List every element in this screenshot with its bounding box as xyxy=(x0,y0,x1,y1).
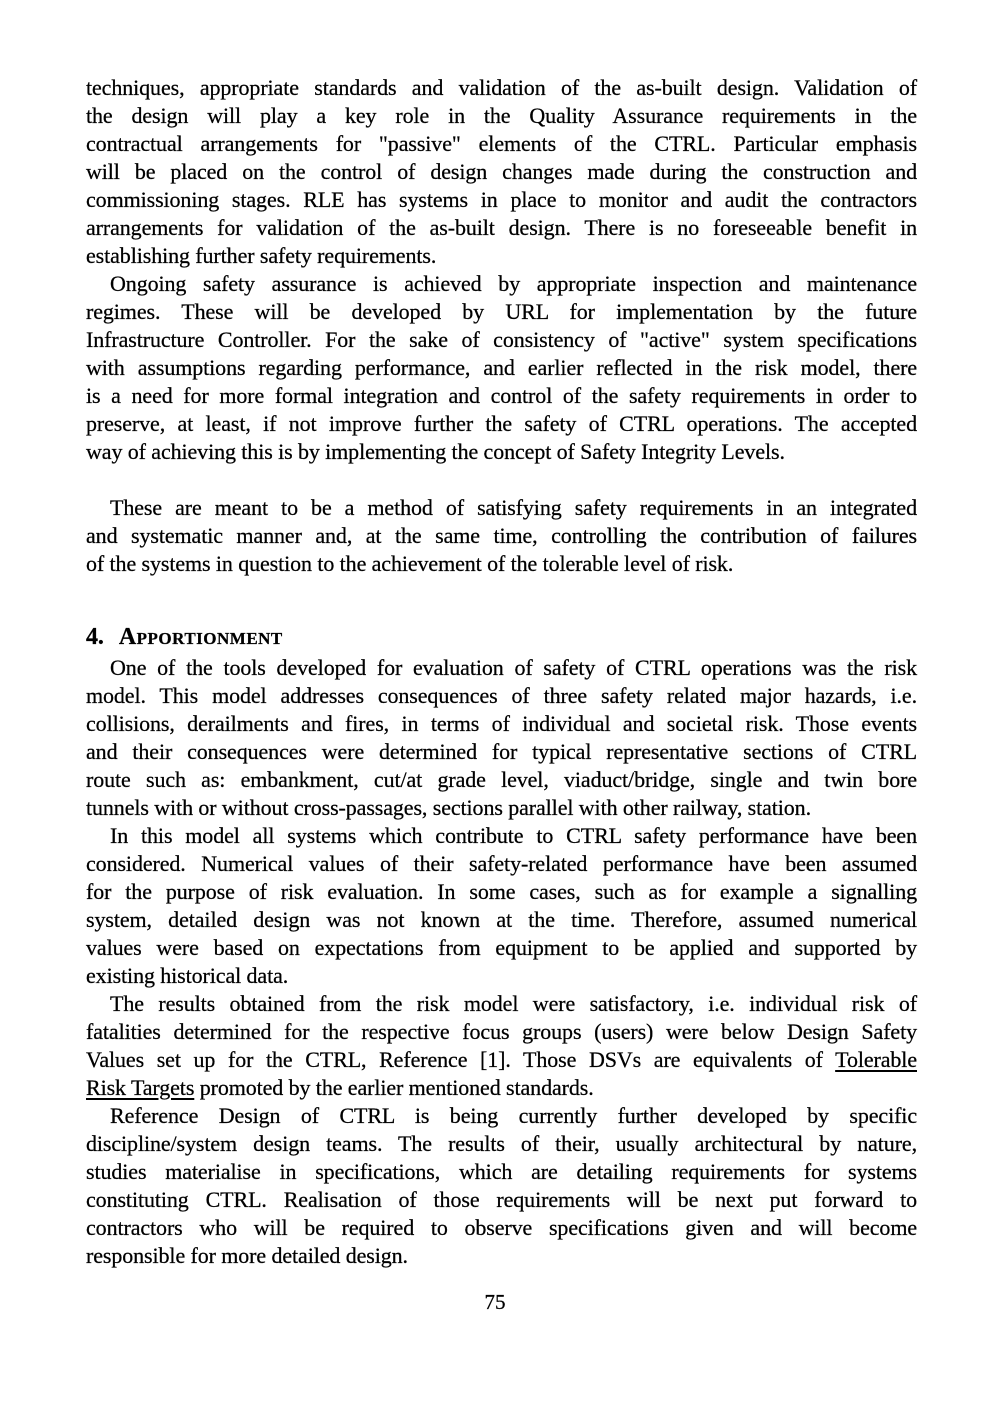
text-segment: and systematic manner and, at the same time, controlling the contribution of failures xyxy=(86,523,917,548)
text-segment: techniques, appropriate standards and validation of the as-built design. Validation of xyxy=(86,75,917,100)
text-segment: and their consequences were determined for typical representative sections of CTRL xyxy=(86,739,917,764)
text-line xyxy=(86,494,917,522)
text-line xyxy=(86,326,917,354)
text-line xyxy=(86,522,917,550)
text-segment: of the systems in question to the achievement of the tolerable level of risk. xyxy=(86,551,734,576)
text-segment: is a need for more formal integration and control of the safety requirements in order to xyxy=(86,383,917,408)
text-segment: contractors who will be required to observe specifications given and will become xyxy=(86,1215,917,1240)
text-line xyxy=(86,298,917,326)
text-line xyxy=(86,382,917,410)
paragraph xyxy=(86,270,917,466)
section-heading xyxy=(86,622,917,652)
text-line xyxy=(86,1214,917,1242)
text-line xyxy=(86,906,917,934)
text-line xyxy=(86,550,917,578)
text-segment: One of the tools developed for evaluation of safety of CTRL operations was the risk xyxy=(110,655,917,680)
text-line xyxy=(86,766,917,794)
text-line xyxy=(86,878,917,906)
text-column xyxy=(86,74,917,1270)
text-line xyxy=(86,962,917,990)
text-segment: the design will play a key role in the Quality Assurance requirements in the xyxy=(86,103,917,128)
page-number: 75 xyxy=(484,1290,506,1314)
text-segment: values were based on expectations from equipment to be applied and supported by xyxy=(86,935,917,960)
text-line xyxy=(86,822,917,850)
text-segment: existing historical data. xyxy=(86,963,289,988)
text-segment: preserve, at least, if not improve further the safety of CTRL operations. The accepted xyxy=(86,411,917,436)
text-segment: Infrastructure Controller. For the sake of consistency of "active" system specifications xyxy=(86,327,917,352)
text-line xyxy=(86,850,917,878)
text-segment: system, detailed design was not known at the time. Therefore, assumed numerical xyxy=(86,907,917,932)
text-line xyxy=(86,130,917,158)
section-number: 4. xyxy=(86,624,104,650)
paragraph xyxy=(86,654,917,822)
text-segment: route such as: embankment, cut/at grade level, viaduct/bridge, single and twin bore xyxy=(86,767,917,792)
text-line xyxy=(86,74,917,102)
text-segment: Reference Design of CTRL is being currently further developed by specific xyxy=(110,1103,917,1128)
text-segment: Ongoing safety assurance is achieved by appropriate inspection and maintenance xyxy=(110,271,917,296)
text-line xyxy=(86,710,917,738)
text-line xyxy=(86,654,917,682)
section-title: Apportionment xyxy=(118,624,283,650)
text-segment: commissioning stages. RLE has systems in place to monitor and audit the contractors xyxy=(86,187,917,212)
text-segment: considered. Numerical values of their safety-related performance have been assumed xyxy=(86,851,917,876)
text-line xyxy=(86,1102,917,1130)
text-line xyxy=(86,1074,917,1102)
text-line xyxy=(86,158,917,186)
text-segment: regimes. These will be developed by URL for implementation by the future xyxy=(86,299,917,324)
text-segment: These are meant to be a method of satisfying safety requirements in an integrated xyxy=(110,495,917,520)
text-line xyxy=(86,794,917,822)
text-line xyxy=(86,242,917,270)
text-line xyxy=(86,438,917,466)
text-line xyxy=(86,990,917,1018)
text-line xyxy=(86,934,917,962)
text-line xyxy=(86,1130,917,1158)
text-line xyxy=(86,1186,917,1214)
text-segment: responsible for more detailed design. xyxy=(86,1243,408,1268)
text-segment: arrangements for validation of the as-built design. There is no foreseeable benefit in xyxy=(86,215,917,240)
text-segment: contractual arrangements for "passive" elements of the CTRL. Particular emphasis xyxy=(86,131,917,156)
text-line xyxy=(86,186,917,214)
text-segment: The results obtained from the risk model were satisfactory, i.e. individual risk of xyxy=(110,991,917,1016)
text-segment: tunnels with or without cross-passages, sections parallel with other railway, station. xyxy=(86,795,811,820)
text-segment: will be placed on the control of design changes made during the construction and xyxy=(86,159,917,184)
text-line xyxy=(86,682,917,710)
paragraph xyxy=(86,990,917,1102)
text-segment: model. This model addresses consequences of three safety related major hazards, i.e. xyxy=(86,683,917,708)
text-line xyxy=(86,354,917,382)
text-line xyxy=(86,410,917,438)
text-line xyxy=(86,270,917,298)
text-segment: Values set up for the CTRL, Reference [1]. Those DSVs are equivalents of xyxy=(86,1047,836,1072)
paragraph xyxy=(86,822,917,990)
text-line xyxy=(86,1046,917,1074)
text-segment: discipline/system design teams. The results of their, usually architectural by nature, xyxy=(86,1131,917,1156)
text-segment: for the purpose of risk evaluation. In some cases, such as for example a signalling xyxy=(86,879,917,904)
text-line xyxy=(86,1242,917,1270)
text-segment: establishing further safety requirements. xyxy=(86,243,437,268)
text-line xyxy=(86,1018,917,1046)
text-segment: with assumptions regarding performance, and earlier reflected in the risk model, there xyxy=(86,355,917,380)
text-line xyxy=(86,738,917,766)
paragraph xyxy=(86,74,917,270)
paragraph xyxy=(86,1102,917,1270)
text-line xyxy=(86,102,917,130)
text-segment: promoted by the earlier mentioned standards. xyxy=(194,1075,594,1100)
underlined-text-segment: Risk Targets xyxy=(86,1075,195,1100)
text-segment: constituting CTRL. Realisation of those requirements will be next put forward to xyxy=(86,1187,917,1212)
text-segment: fatalities determined for the respective focus groups (users) were below Design Safety xyxy=(86,1019,917,1044)
text-segment: studies materialise in specifications, which are detailing requirements for systems xyxy=(86,1159,917,1184)
underlined-text-segment: Tolerable xyxy=(835,1047,917,1072)
text-segment: In this model all systems which contribute to CTRL safety performance have been xyxy=(110,823,917,848)
text-segment: way of achieving this is by implementing the concept of Safety Integrity Levels. xyxy=(86,439,785,464)
text-line xyxy=(86,214,917,242)
paragraph xyxy=(86,494,917,578)
text-line xyxy=(86,1158,917,1186)
text-segment: collisions, derailments and fires, in terms of individual and societal risk. Those events xyxy=(86,711,917,736)
